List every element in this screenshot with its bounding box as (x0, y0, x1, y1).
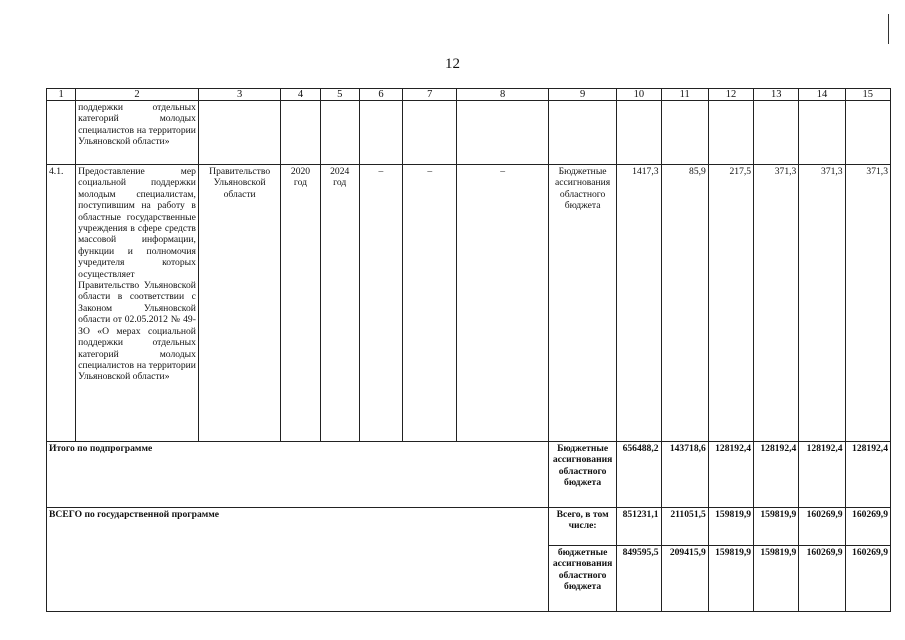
continuation-text: поддержки отдельных категорий молодых специалистов на территории Ульяновской области» (76, 101, 199, 165)
value-col14: 128192,4 (799, 442, 845, 508)
value-col15: 160269,9 (845, 508, 890, 546)
column-number-row (47, 89, 891, 101)
value-col12: 159819,9 (708, 508, 753, 546)
value-col10: 656488,2 (617, 442, 661, 508)
value-col15: 371,3 (845, 165, 890, 442)
value-col13: 159819,9 (754, 508, 799, 546)
row-number: 4.1. (47, 165, 76, 442)
subtotal-row (47, 442, 891, 508)
funding-source: Бюджетные ассигнования областного бюджета (548, 165, 616, 442)
value-col14: 160269,9 (799, 546, 845, 612)
col-num: 5 (320, 89, 359, 101)
value-col15: 128192,4 (845, 442, 890, 508)
col8-dash: – (457, 165, 549, 442)
value-col15: 160269,9 (845, 546, 890, 612)
page-number: 12 (445, 56, 460, 72)
measure-description: Предоставление мер социальной поддержки молодым специалистам, поступившим на работу в областные государственные учреждения в сфере средств массовой информации, функции и полномочия учредителя которых осуществляет Правительство Ульяновской области в соответствии с Законом Ульяновской области от 02.05.2012 № 49-ЗО «О мерах социальной поддержки отдельных категорий молодых специалистов на территории Ульяновской области» (76, 165, 199, 442)
total-row-all (47, 508, 891, 546)
col6-dash: – (359, 165, 402, 442)
col-num: 12 (708, 89, 753, 101)
margin-line (888, 14, 889, 44)
value-col13: 371,3 (754, 165, 799, 442)
value-col11: 209415,9 (661, 546, 708, 612)
col-num: 6 (359, 89, 402, 101)
funding-source: Всего, в том числе: (548, 508, 616, 546)
funding-source: бюджетные ассигнования областного бюджета (548, 546, 616, 612)
value-col11: 211051,5 (661, 508, 708, 546)
col-num: 4 (281, 89, 320, 101)
value-col13: 159819,9 (754, 546, 799, 612)
col-num: 1 (47, 89, 76, 101)
col-num: 8 (457, 89, 549, 101)
value-col12: 217,5 (708, 165, 753, 442)
col-num: 2 (76, 89, 199, 101)
total-label: ВСЕГО по государственной программе (47, 508, 549, 612)
end-year: 2024 год (320, 165, 359, 442)
col-num: 7 (403, 89, 457, 101)
value-col11: 85,9 (661, 165, 708, 442)
col-num: 13 (754, 89, 799, 101)
value-col12: 159819,9 (708, 546, 753, 612)
value-col14: 371,3 (799, 165, 845, 442)
program-table (46, 88, 891, 612)
subtotal-label: Итого по подпрограмме (47, 442, 549, 508)
value-col10: 1417,3 (617, 165, 661, 442)
col-num: 9 (548, 89, 616, 101)
start-year: 2020 год (281, 165, 320, 442)
executor: Правительство Ульяновской области (198, 165, 280, 442)
value-col10: 851231,1 (617, 508, 661, 546)
col-num: 14 (799, 89, 845, 101)
continuation-row (47, 101, 891, 165)
measure-row-4-1 (47, 165, 891, 442)
col-num: 15 (845, 89, 890, 101)
value-col11: 143718,6 (661, 442, 708, 508)
value-col13: 128192,4 (754, 442, 799, 508)
col-num: 3 (198, 89, 280, 101)
col-num: 11 (661, 89, 708, 101)
col-num: 10 (617, 89, 661, 101)
value-col12: 128192,4 (708, 442, 753, 508)
funding-source: Бюджетные ассигнования областного бюджета (548, 442, 616, 508)
value-col14: 160269,9 (799, 508, 845, 546)
col7-dash: – (403, 165, 457, 442)
value-col10: 849595,5 (617, 546, 661, 612)
